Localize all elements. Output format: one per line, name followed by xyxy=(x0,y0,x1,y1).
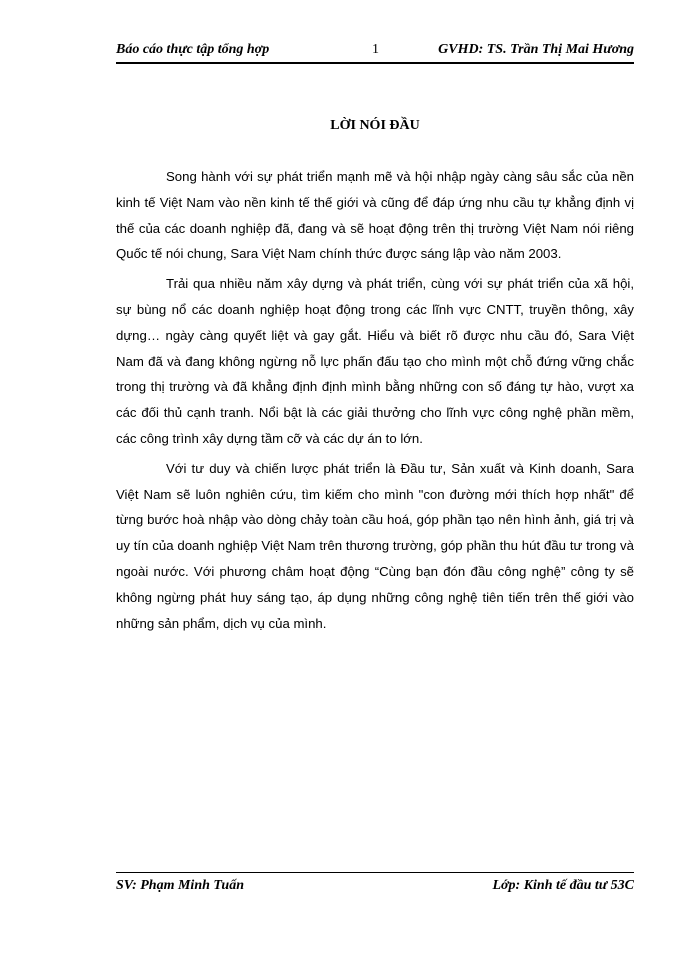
body-text xyxy=(116,164,634,640)
supervisor-name: GVHD: TS. Trần Thị Mai Hương xyxy=(438,42,634,57)
page-number: 1 xyxy=(372,42,379,57)
section-title: LỜI NÓI ĐẦU xyxy=(330,118,420,133)
page-header xyxy=(116,40,634,64)
page-footer xyxy=(116,872,634,897)
class-name: Lớp: Kinh tế đầu tư 53C xyxy=(492,878,634,893)
student-name: SV: Phạm Minh Tuấn xyxy=(116,878,244,893)
paragraph-1: Song hành với sự phát triển mạnh mẽ và hội nhập ngày càng sâu sắc của nền kinh tế Việt Nam vào nền kinh tế thế giới và cũng để đáp ứng nhu cầu tự khẳng định vị thế của các doanh nghiệp đã, đang và sẽ hoạt động trên thị trường Việt Nam nói riêng Quốc tế nói chung, Sara Việt Nam chính thức được sáng lập vào năm 2003. xyxy=(116,169,634,262)
paragraph-2: Trải qua nhiều năm xây dựng và phát triển, cùng với sự phát triển của xã hội, sự bùng nổ các doanh nghiệp hoạt động trong các lĩnh vực CNTT, truyền thông, xây dựng… ngày càng quyết liệt và gay gắt. Hiểu và biết rõ được nhu cầu đó, Sara Việt Nam đã và đang không ngừng nỗ lực phấn đấu tạo cho mình một chỗ đứng vững chắc trong thị trường và đã khẳng định định mình bằng những con số đáng tự hào, vượt xa các đối thủ cạnh tranh. Nổi bật là các giải thưởng cho lĩnh vực công nghệ phần mềm, các công trình xây dựng tầm cỡ và các dự án to lớn. xyxy=(116,276,634,446)
paragraph-3: Với tư duy và chiến lược phát triển là Đầu tư, Sản xuất và Kinh doanh, Sara Việt Nam sẽ luôn nghiên cứu, tìm kiếm cho mình "con đường mới thích hợp nhất" để từng bước hoà nhập vào dòng chảy toàn cầu hoá, góp phần tạo nên hình ảnh, giá trị và uy tín của doanh nghiệp Việt Nam trên thương trường, góp phần thu hút đầu tư trong và ngoài nước. Với phương châm hoạt động “Cùng bạn đón đầu công nghệ” công ty sẽ không ngừng phát huy sáng tạo, áp dụng những công nghệ tiên tiến trên thế giới vào những sản phẩm, dịch vụ của mình. xyxy=(116,460,634,631)
report-title: Báo cáo thực tập tổng hợp xyxy=(116,42,270,57)
